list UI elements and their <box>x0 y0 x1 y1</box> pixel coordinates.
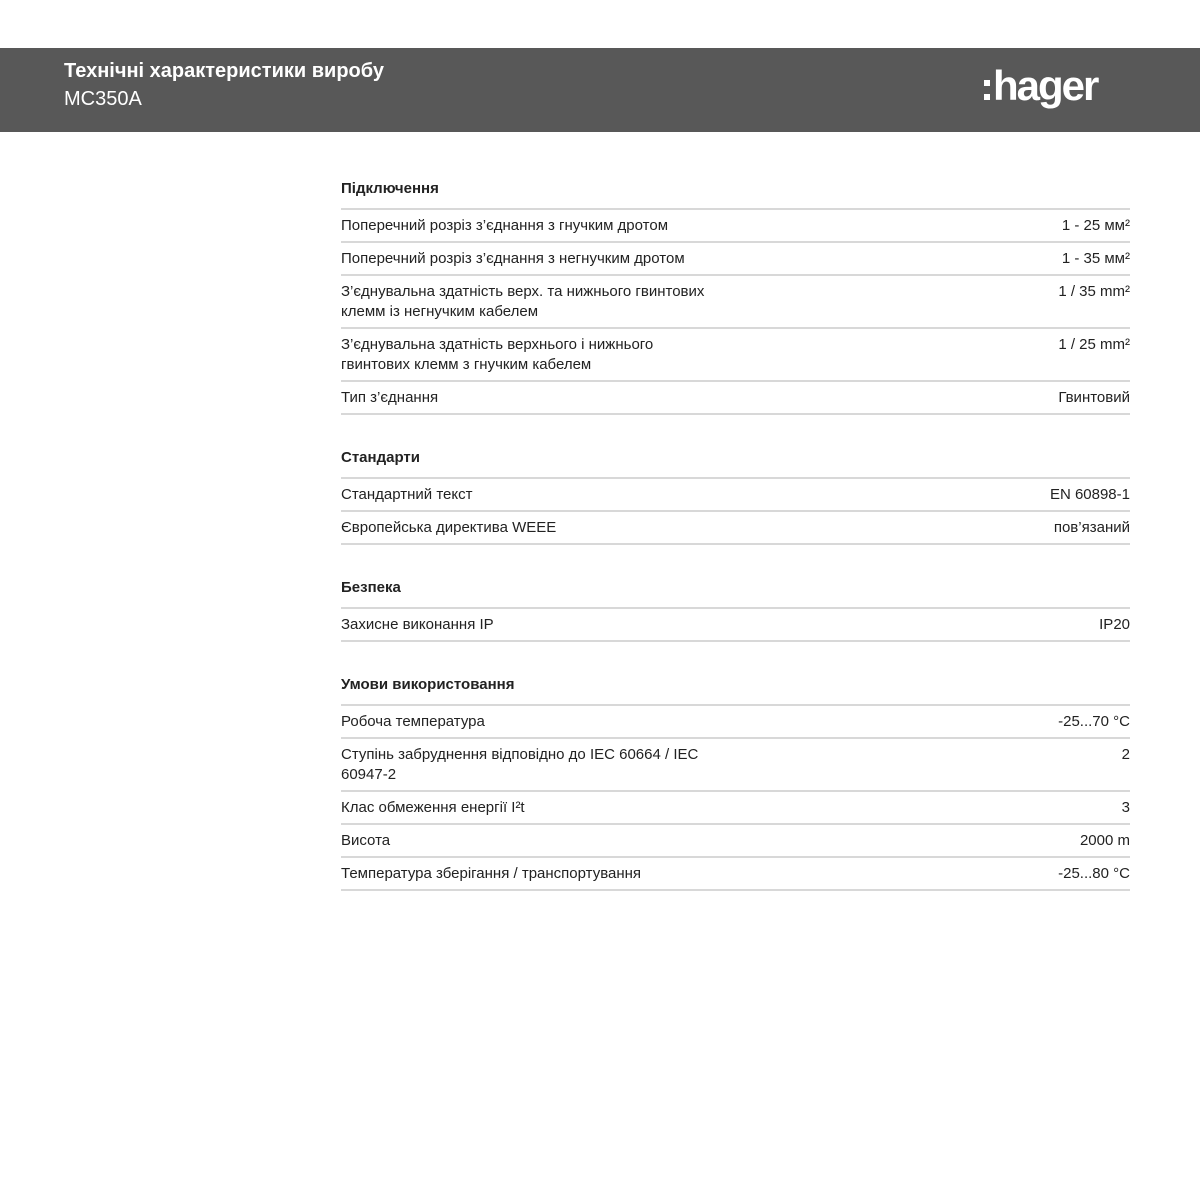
section-connection <box>341 170 1130 415</box>
spec-label: Європейська директива WEEE <box>341 519 557 536</box>
hager-logo <box>984 64 1097 108</box>
spec-value: 2 <box>1121 746 1130 763</box>
spec-value: Гвинтовий <box>1058 389 1130 406</box>
spec-row <box>341 512 1130 545</box>
header-bar <box>0 48 1200 132</box>
spec-value: 1 - 35 мм² <box>1061 250 1130 267</box>
spec-label: Ступінь забруднення відповідно до IEC 60664 / IEC 60947-2 <box>341 746 699 783</box>
spec-value: 1 / 25 mm² <box>1058 336 1130 353</box>
section-standards <box>341 439 1130 545</box>
section-title: Стандарти <box>341 439 1130 479</box>
spec-row <box>341 739 1130 792</box>
spec-row <box>341 825 1130 858</box>
spec-value: IP20 <box>1099 616 1130 633</box>
spec-value: 1 / 35 mm² <box>1058 283 1130 300</box>
section-title: Підключення <box>341 170 1130 210</box>
spec-row <box>341 609 1130 642</box>
spec-row <box>341 382 1130 415</box>
spec-label: Захисне виконання IP <box>341 616 494 633</box>
spec-value: 3 <box>1121 799 1130 816</box>
spec-label: З’єднувальна здатність верхнього і нижнього гвинтових клемм з гнучким кабелем <box>341 336 654 373</box>
spec-content <box>341 170 1130 915</box>
spec-label: Тип з’єднання <box>341 389 439 406</box>
section-safety <box>341 569 1130 642</box>
spec-row <box>341 276 1130 329</box>
spec-value: пов’язаний <box>1053 519 1130 536</box>
section-title: Безпека <box>341 569 1130 609</box>
product-code: MC350A <box>64 88 142 110</box>
spec-value: EN 60898-1 <box>1049 486 1130 503</box>
section-title: Умови використовання <box>341 666 1130 706</box>
page-title: Технічні характеристики виробу <box>64 60 384 82</box>
spec-label: Поперечний розріз з’єднання з гнучким дротом <box>341 217 669 234</box>
spec-label: Висота <box>341 832 391 849</box>
spec-row <box>341 210 1130 243</box>
spec-label: Поперечний розріз з’єднання з негнучким дротом <box>341 250 685 267</box>
spec-row <box>341 792 1130 825</box>
spec-row <box>341 329 1130 382</box>
spec-row <box>341 858 1130 891</box>
spec-value: -25...80 °C <box>1058 865 1130 882</box>
spec-label: Робоча температура <box>341 713 485 730</box>
hager-colon-logo-icon <box>984 80 990 100</box>
spec-label: З’єднувальна здатність верх. та нижнього гвинтових клемм із негнучким кабелем <box>341 283 705 320</box>
spec-label: Температура зберігання / транспортування <box>341 865 642 882</box>
spec-label: Клас обмеження енергії I²t <box>341 799 525 816</box>
spec-label: Стандартний текст <box>341 486 473 503</box>
spec-row <box>341 479 1130 512</box>
spec-value: 2000 m <box>1079 832 1130 849</box>
section-usage-conditions <box>341 666 1130 891</box>
spec-value: 1 - 25 мм² <box>1061 217 1130 234</box>
spec-row <box>341 706 1130 739</box>
logo-text: hager <box>993 62 1098 109</box>
spec-row <box>341 243 1130 276</box>
spec-value: -25...70 °C <box>1058 713 1130 730</box>
